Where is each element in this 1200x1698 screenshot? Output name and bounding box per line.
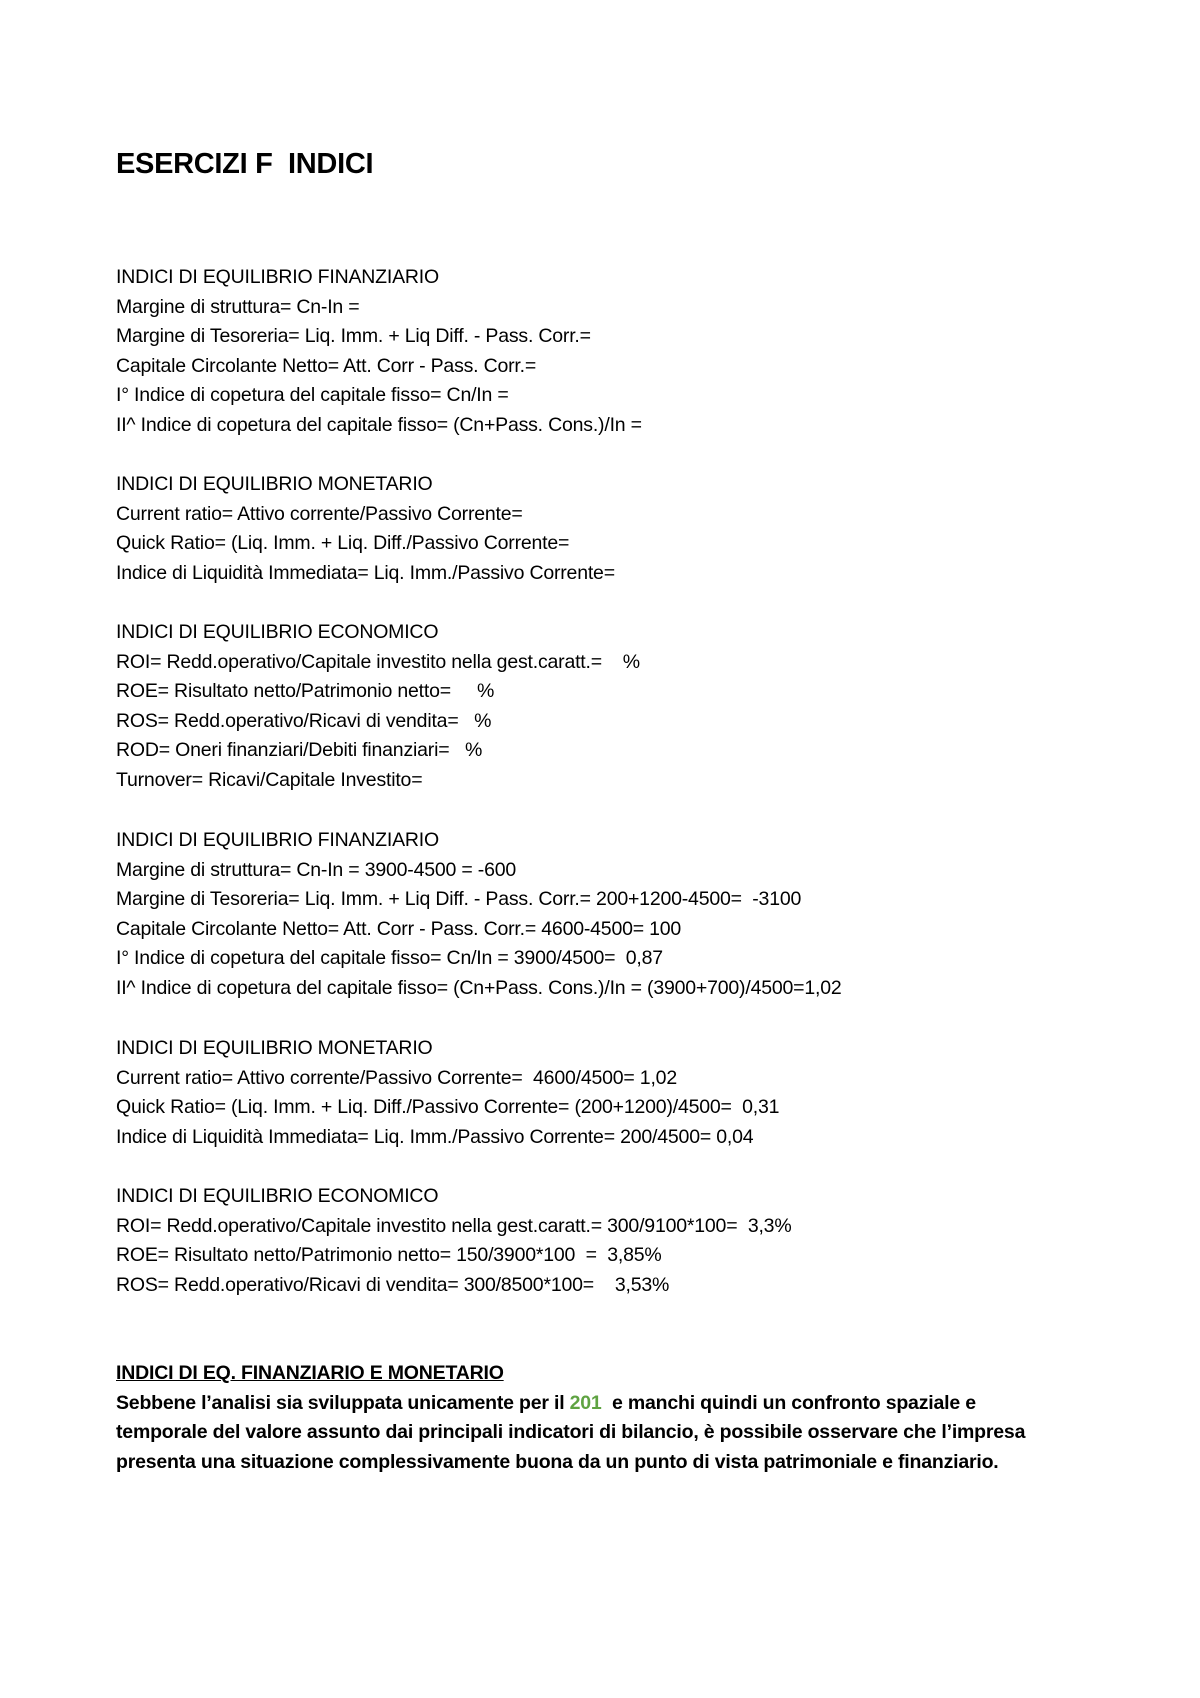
result-line: Margine di Tesoreria= Liq. Imm. + Liq Diff. - Pass. Corr.= 200+1200-4500= -3100 xyxy=(116,888,802,911)
section-economic-equilibrium-formulas xyxy=(116,618,640,796)
formula-line: ROE= Risultato netto/Patrimonio netto= % xyxy=(116,680,495,703)
section-heading: INDICI DI EQUILIBRIO ECONOMICO xyxy=(116,1185,439,1207)
result-line: Capitale Circolante Netto= Att. Corr - Pass. Corr.= 4600-4500= 100 xyxy=(116,917,682,940)
formula-line: ROS= Redd.operativo/Ricavi di vendita= % xyxy=(116,709,492,732)
formula-line: I° Indice di copetura del capitale fisso= Cn/In = xyxy=(116,384,509,407)
section-financial-equilibrium-results xyxy=(116,826,842,1004)
formula-line: Current ratio= Attivo corrente/Passivo Corrente= xyxy=(116,502,523,525)
result-line: Margine di struttura= Cn-In = 3900-4500 = -600 xyxy=(116,858,517,881)
conclusion-text: Sebbene l’analisi sia sviluppata unicamente per il xyxy=(116,1391,570,1414)
formula-line: Margine di Tesoreria= Liq. Imm. + Liq Diff. - Pass. Corr.= xyxy=(116,325,591,348)
formula-line: Margine di struttura= Cn-In = xyxy=(116,295,360,318)
page-title: ESERCIZI F INDICI xyxy=(116,148,374,180)
section-heading: INDICI DI EQUILIBRIO FINANZIARIO xyxy=(116,829,439,851)
result-line: ROI= Redd.operativo/Capitale investito nella gest.caratt.= 300/9100*100= 3,3% xyxy=(116,1214,792,1237)
conclusion-text: e manchi quindi un confronto spaziale e xyxy=(601,1391,976,1414)
section-monetary-equilibrium-results xyxy=(116,1034,779,1152)
conclusion-heading: INDICI DI EQ. FINANZIARIO E MONETARIO xyxy=(116,1362,504,1384)
section-conclusion xyxy=(116,1359,1025,1477)
section-monetary-equilibrium-formulas xyxy=(116,470,615,588)
result-line: II^ Indice di copetura del capitale fisso= (Cn+Pass. Cons.)/In = (3900+700)/4500=1,02 xyxy=(116,976,842,999)
formula-line: Quick Ratio= (Liq. Imm. + Liq. Diff./Passivo Corrente= xyxy=(116,532,570,555)
result-line: I° Indice di copetura del capitale fisso= Cn/In = 3900/4500= 0,87 xyxy=(116,947,663,970)
formula-line: II^ Indice di copetura del capitale fisso= (Cn+Pass. Cons.)/In = xyxy=(116,413,642,436)
section-heading: INDICI DI EQUILIBRIO FINANZIARIO xyxy=(116,266,439,288)
section-heading: INDICI DI EQUILIBRIO MONETARIO xyxy=(116,473,433,495)
section-heading: INDICI DI EQUILIBRIO MONETARIO xyxy=(116,1037,433,1059)
formula-line: Turnover= Ricavi/Capitale Investito= xyxy=(116,768,423,791)
formula-line: Indice di Liquidità Immediata= Liq. Imm./Passivo Corrente= xyxy=(116,561,615,584)
highlighted-year: 201 xyxy=(569,1391,602,1414)
formula-line: ROD= Oneri finanziari/Debiti finanziari= % xyxy=(116,739,483,762)
conclusion-line: temporale del valore assunto dai principali indicatori di bilancio, è possibile osservare che l’impresa xyxy=(116,1421,1026,1444)
result-line: Indice di Liquidità Immediata= Liq. Imm./Passivo Corrente= 200/4500= 0,04 xyxy=(116,1125,754,1148)
section-heading: INDICI DI EQUILIBRIO ECONOMICO xyxy=(116,621,439,643)
section-financial-equilibrium-formulas xyxy=(116,263,642,441)
result-line: Quick Ratio= (Liq. Imm. + Liq. Diff./Passivo Corrente= (200+1200)/4500= 0,31 xyxy=(116,1096,780,1119)
conclusion-line xyxy=(116,1389,1025,1419)
result-line: ROS= Redd.operativo/Ricavi di vendita= 300/8500*100= 3,53% xyxy=(116,1273,670,1296)
result-line: Current ratio= Attivo corrente/Passivo Corrente= 4600/4500= 1,02 xyxy=(116,1066,677,1089)
section-economic-equilibrium-results xyxy=(116,1182,791,1300)
formula-line: ROI= Redd.operativo/Capitale investito nella gest.caratt.= % xyxy=(116,650,640,673)
conclusion-line: presenta una situazione complessivamente buona da un punto di vista patrimoniale e finanziario. xyxy=(116,1450,999,1473)
result-line: ROE= Risultato netto/Patrimonio netto= 150/3900*100 = 3,85% xyxy=(116,1244,662,1267)
formula-line: Capitale Circolante Netto= Att. Corr - Pass. Corr.= xyxy=(116,354,537,377)
